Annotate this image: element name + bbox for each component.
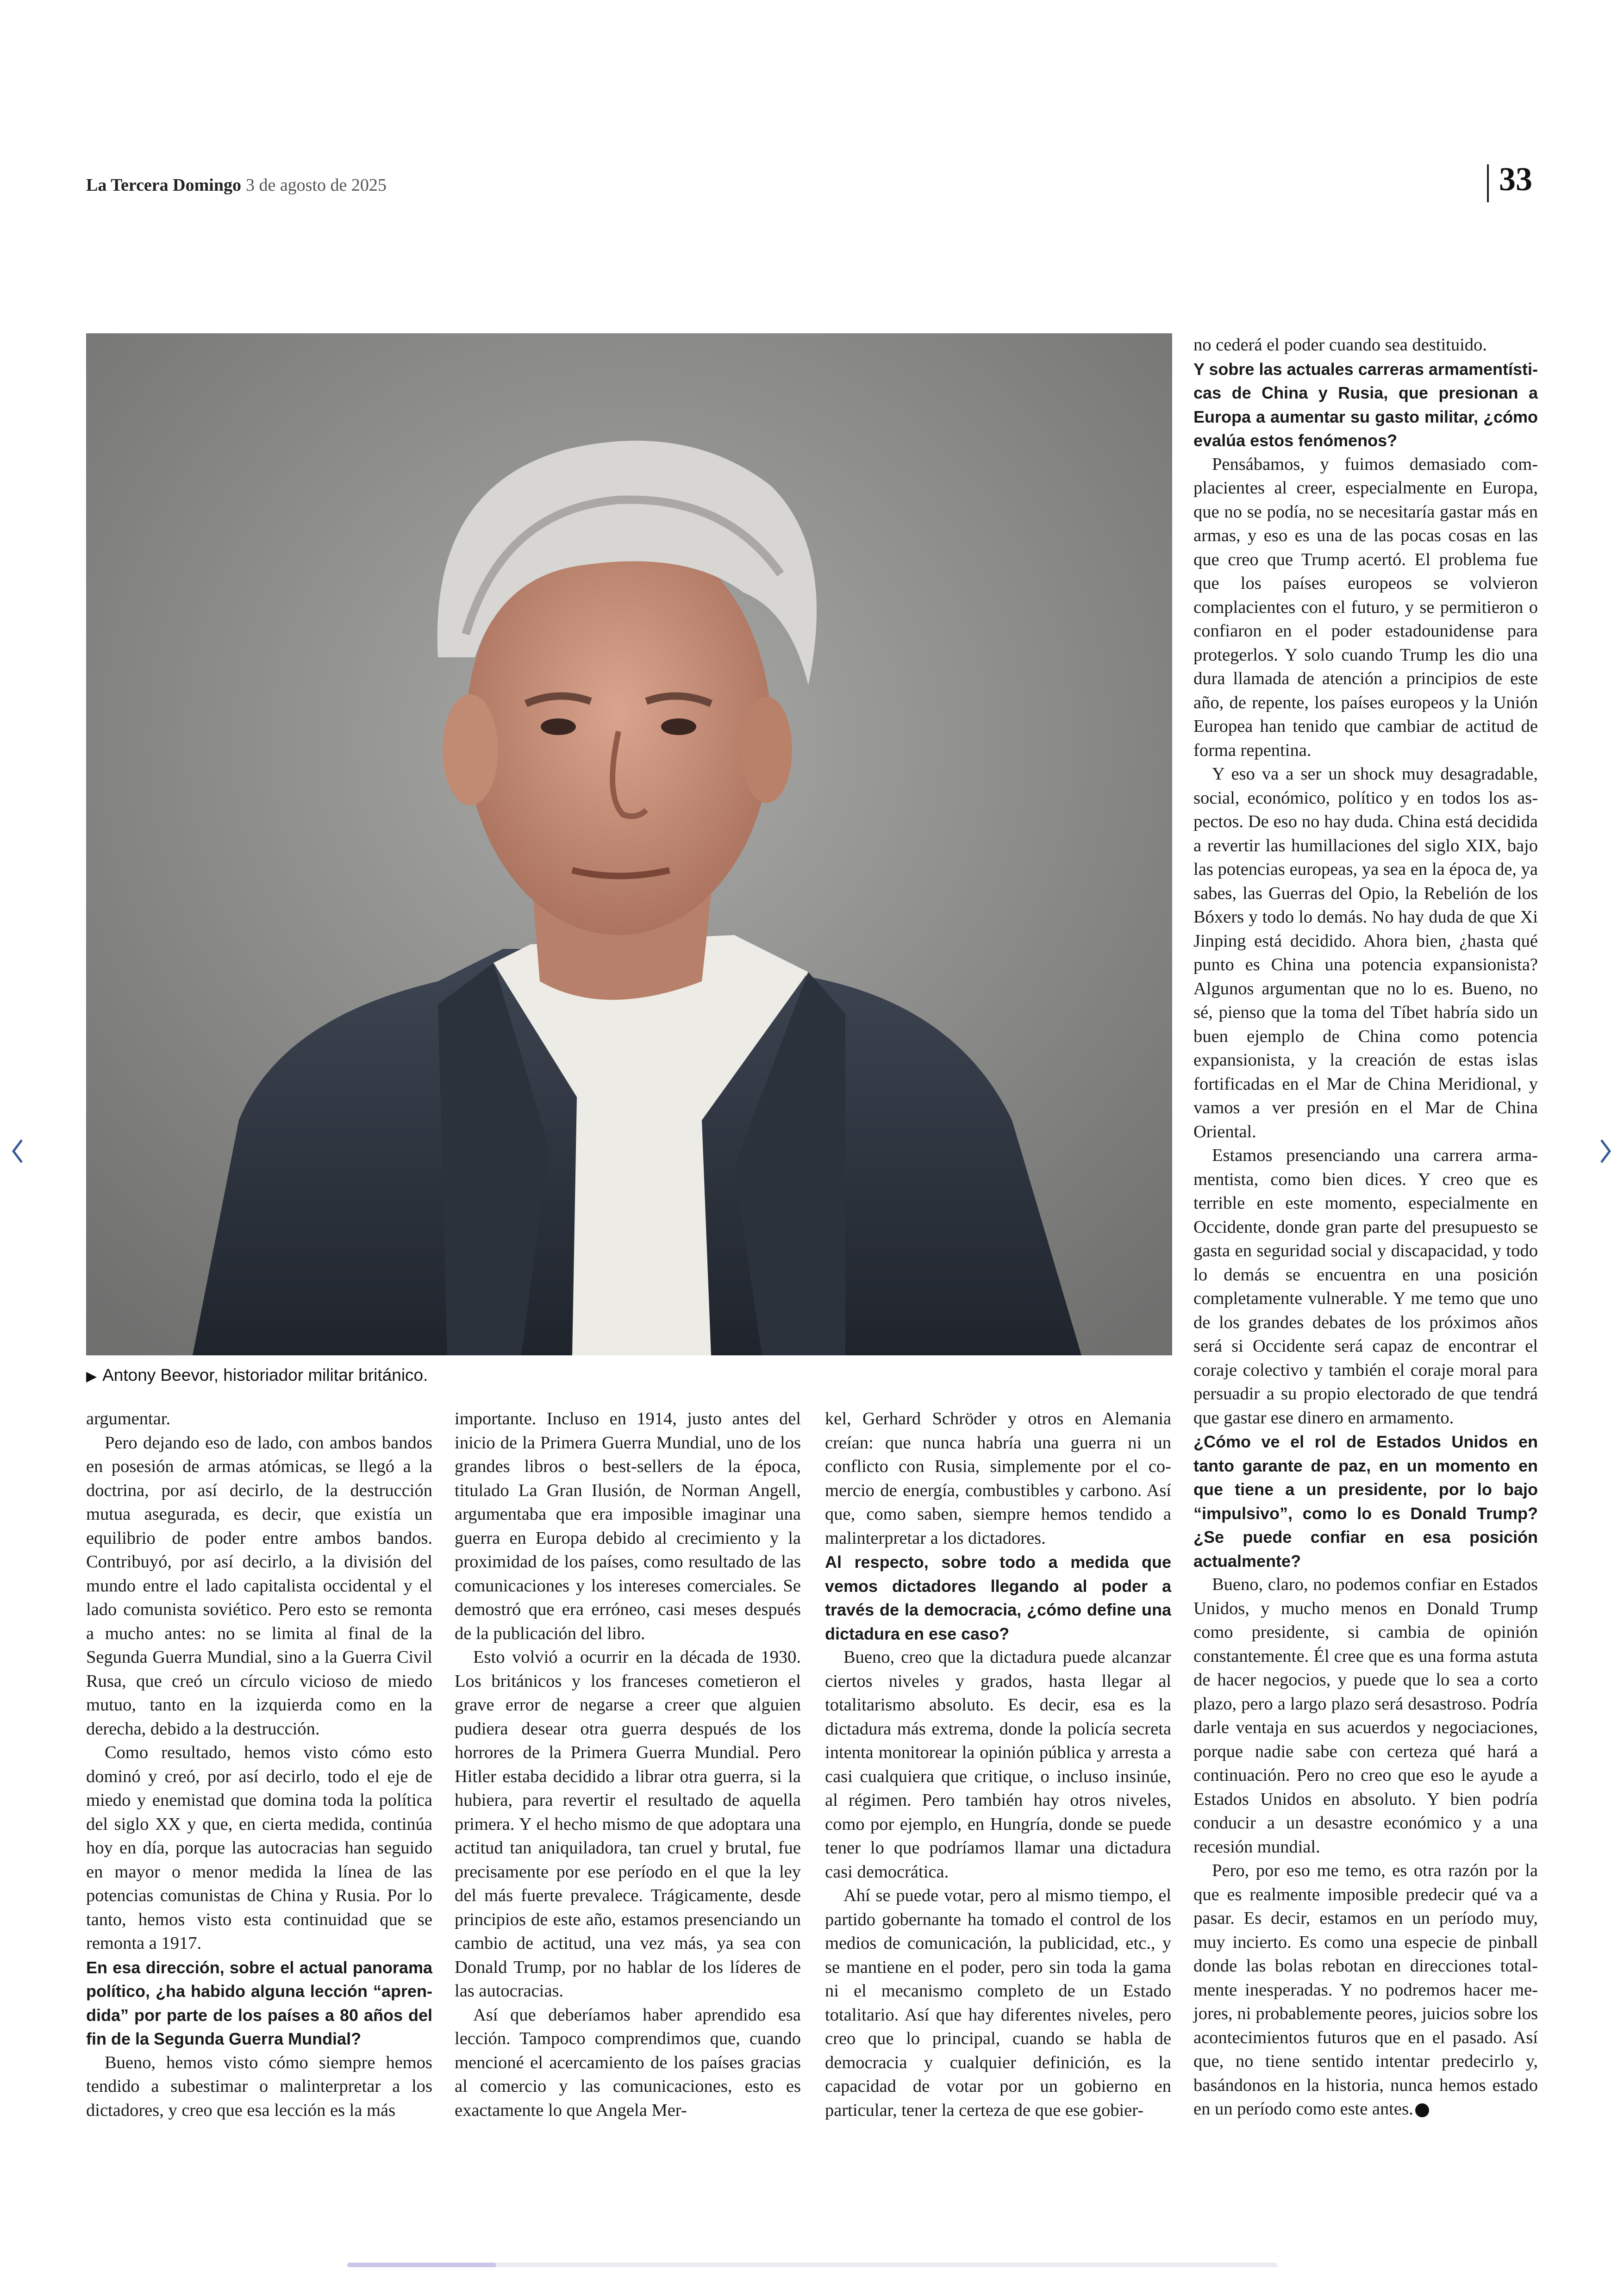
interview-question: ¿Cómo ve el rol de Estados Unidos en tanto garante de paz, en un momento en que tiene a un presidente, por lo bajo “impulsivo”, como lo es Donald Trump? ¿Se puede confiar en esa posición actualmente? [1193, 1432, 1538, 1571]
article-paragraph: Bueno, hemos visto cómo siempre hemos tendido a subestimar o malinterpretar a los dictadores, y creo que esa lección es la más [86, 2052, 432, 2120]
article-paragraph: Bueno, claro, no podemos confiar en Estados Unidos, y mucho menos en Donald Trump como presidente, si cambia de opinión constantemente. Él cree que es una forma astuta de hacer negocios, y puede que lo sea a corto plazo, pero a largo plazo será desastroso. Podría darle ventaja en sus acuerdos y negociaciones, porque nadie sabe con certeza qué hará a continuación. Pero no creo que eso le ayude a Estados Unidos en absoluto. Y bien podría conducir a un desastre económico y a una recesión mundial. [1193, 1575, 1538, 1857]
article-paragraph: Así que deberíamos haber aprendido esa lección. Tampoco comprendimos que, cuando mencioné el acercamiento de los países gracias al comercio y las comunicaciones, esto es exactamente lo que Angela Mer- [455, 2005, 801, 2120]
article-paragraph: Y eso va a ser un shock muy desagradable, social, económico, político y en todos los aspectos. De eso no hay duda. China está decidida a revertir las humillaciones del siglo XIX, bajo las potencias europeas, ya sea en la época de, ya sabes, las Guerras del Opio, la Rebelión de los Bóxers y todo lo demás. No hay duda de que Xi Jinping está decidido. Ahora bien, ¿hasta qué punto es China una potencia expansionista? Algunos argumentan que no lo es. Bueno, no sé, pienso que la toma del Tíbet habría sido un buen ejemplo de China como potencia expansionista, y la creación de estas islas fortificadas en el Mar de China Meridional, y vamos a ver presión en el Mar de China Oriental. [1193, 764, 1538, 1141]
article-column-4 [1193, 333, 1538, 2121]
caption-marker-icon: ▶ [86, 1369, 97, 1384]
scroll-progress-bar[interactable] [347, 2263, 1278, 2267]
chevron-right-icon [1599, 1137, 1612, 1165]
previous-page-button[interactable] [8, 1135, 27, 1167]
next-page-button[interactable] [1596, 1135, 1615, 1167]
issue-date: 3 de agosto de 2025 [245, 175, 387, 195]
article-paragraph: Esto volvió a ocurrir en la década de 1930. Los británicos y los franceses cometieron el grave error de negarse a creer que alguien pudiera desear otra guerra después de los horrores de la Primera Guerra Mundial. Pero Hitler estaba decidido a librar otra guerra, si la hubiera, para revertir el resultado de aquella primera. Y el hecho mismo de que adoptara una actitud tan aniquiladora, tan cruel y brutal, fue precisamente por ese período en el que la ley del más fuerte prevalece. Trágicamente, desde principios de este año, estamos presenciando un cambio de actitud, una vez más, ya sea con Donald Trump, por no hablar de los líderes de las autocracias. [455, 1647, 801, 2001]
article-paragraph: Como resultado, hemos visto cómo esto dominó y creó, por así decirlo, todo el eje de miedo y enemistad que domina toda la política del siglo XX y que, en cierta medida, continúa hoy en día, porque las autocracias han seguido en mayor o menor medida la línea de las potencias comunistas de China y Rusia. Por lo tanto, hemos visto esta continuidad que se remonta a 1917. [86, 1743, 432, 1953]
chevron-left-icon [11, 1137, 25, 1165]
article-paragraph: Bueno, creo que la dictadura puede alcanzar ciertos niveles y grados, hasta llegar al totalitarismo absoluto. Es decir, esa es la dictadura más extrema, donde la policía secreta intenta monitorear la opinión pública y arresta a casi cualquiera que critique, o incluso insinúe, al régimen. Pero también hay otros niveles, como por ejemplo, en Hungría, donde se puede tener lo que podríamos llamar una dictadura casi democrática. [825, 1647, 1171, 1882]
publication-name: La Tercera Domingo [86, 175, 241, 195]
article-paragraph: no cederá el poder cuando sea destituido. [1193, 335, 1487, 355]
article-paragraph: Ahí se puede votar, pero al mismo tiempo, el partido gobernante ha tomado el control de los medios de comunicación, la publicidad, etc., y se mantiene en el poder, pero sin toda la gama ni el mecanismo completo de un Estado totalitario. Así que hay diferentes niveles, pero creo que lo principal, cuando se habla de democracia y cualquier definición, es la capacidad de votar por un gobierno en particular, tener la certeza de que ese gobier- [825, 1886, 1171, 2120]
portrait-illustration [86, 333, 1172, 1355]
page-number: 33 [1499, 161, 1532, 198]
portrait-photo [86, 333, 1172, 1355]
interview-question: Al respecto, sobre todo a medida que vemos dictadores llegando al poder a través de la democracia, ¿cómo define una dictadura en ese caso? [825, 1553, 1171, 1643]
end-mark-icon [1415, 2103, 1429, 2117]
article-column-1 [86, 1407, 432, 2122]
article-paragraph: Pensábamos, y fuimos demasiado complacientes al creer, especialmente en Europa, que no se podía, no se necesitaría gastar más en armas, y eso es una de las pocas cosas en las que creo que Trump acertó. El problema fue que los países europeos se volvieron complacientes con el futuro, y se permitieron o confiaron en el poder estadounidense para protegerlos. Y solo cuando Trump les dio una dura llamada de atención a principios de este año, de repente, los países europeos y la Unión Europea han tenido que cambiar de actitud de forma repentina. [1193, 454, 1538, 760]
article-paragraph: Pero, por eso me temo, es otra razón por la que es realmente imposible predecir qué va a pasar. Es decir, estamos en un período muy, muy incierto. Es como una especie de pinball donde las bolas rebotan en direcciones totalmente inesperadas. Y no podremos hacer mejores, ni probablemente peores, juicios sobre los acontecimientos futuros que en el pasado. Así que, no tiene sentido intentar predecirlo y, basándonos en la historia, nunca hemos estado en un período como este antes. [1193, 1861, 1538, 2119]
caption-text: Antony Beevor, historiador militar británico. [102, 1366, 428, 1384]
page-number-rule [1487, 164, 1489, 202]
article-column-2 [455, 1407, 801, 2122]
interview-question: Y sobre las actuales carreras armamentísticas de China y Rusia, que presionan a Europa a aumentar su gasto militar, ¿cómo evalúa estos fenómenos? [1193, 359, 1538, 450]
scroll-progress-fill [347, 2263, 496, 2267]
article-paragraph: importante. Incluso en 1914, justo antes del inicio de la Primera Guerra Mundial, uno de los grandes libros o best-sellers de la época, titulado La Gran Ilusión, de Norman Angell, argumentaba que era imposible imaginar una guerra en Europa debido al crecimiento y la proximidad de los países, como resultado de las comunicaciones y los intereses comerciales. Se demostró que era erróneo, casi meses después de la publicación del libro. [455, 1409, 801, 1643]
article-paragraph: argumentar. [86, 1409, 171, 1428]
article-paragraph: Estamos presenciando una carrera armamentista, como bien dices. Y creo que es terrible en este momento, especialmente en Occidente, donde gran parte del presupuesto se gasta en seguridad social y discapacidad, y todo lo demás se encuentra en una posición completamente vulnerable. Y me temo que uno de los grandes debates de los próximos años será si Occidente será capaz de encontrar el coraje colectivo y también el coraje moral para persuadir a su propio electorado de que tendrá que gastar ese dinero en armamento. [1193, 1146, 1538, 1428]
article-paragraph: kel, Gerhard Schröder y otros en Alemania creían: que nunca habría una guerra ni un conflicto con Rusia, simplemente por el comercio de energía, combustibles y carbono. Así que, como saben, siempre hemos tendido a malinterpretar a los dictadores. [825, 1409, 1171, 1548]
interview-question: En esa dirección, sobre el actual panorama político, ¿ha habido alguna lección “aprendida” por parte de los países a 80 años del fin de la Segunda Guerra Mundial? [86, 1958, 432, 2048]
article-paragraph: Pero dejando eso de lado, con ambos bandos en posesión de armas atómicas, se llegó a la doctrina, por así decirlo, de la destrucción mutua asegurada, es decir, que existía un equilibrio de poder entre ambos bandos. Contribuyó, por así decirlo, a la división del mundo entre el lado capitalista occidental y el lado comunista soviético. Pero esto se remonta a mucho antes: no se limita al final de la Segunda Guerra Mundial, sino a la Guerra Civil Rusa, que creó un círculo vicioso de miedo mutuo, tanto en la izquierda como en la derecha, debido a la destrucción. [86, 1433, 432, 1739]
masthead [86, 175, 387, 195]
photo-caption [86, 1366, 428, 1385]
article-column-3 [825, 1407, 1171, 2122]
